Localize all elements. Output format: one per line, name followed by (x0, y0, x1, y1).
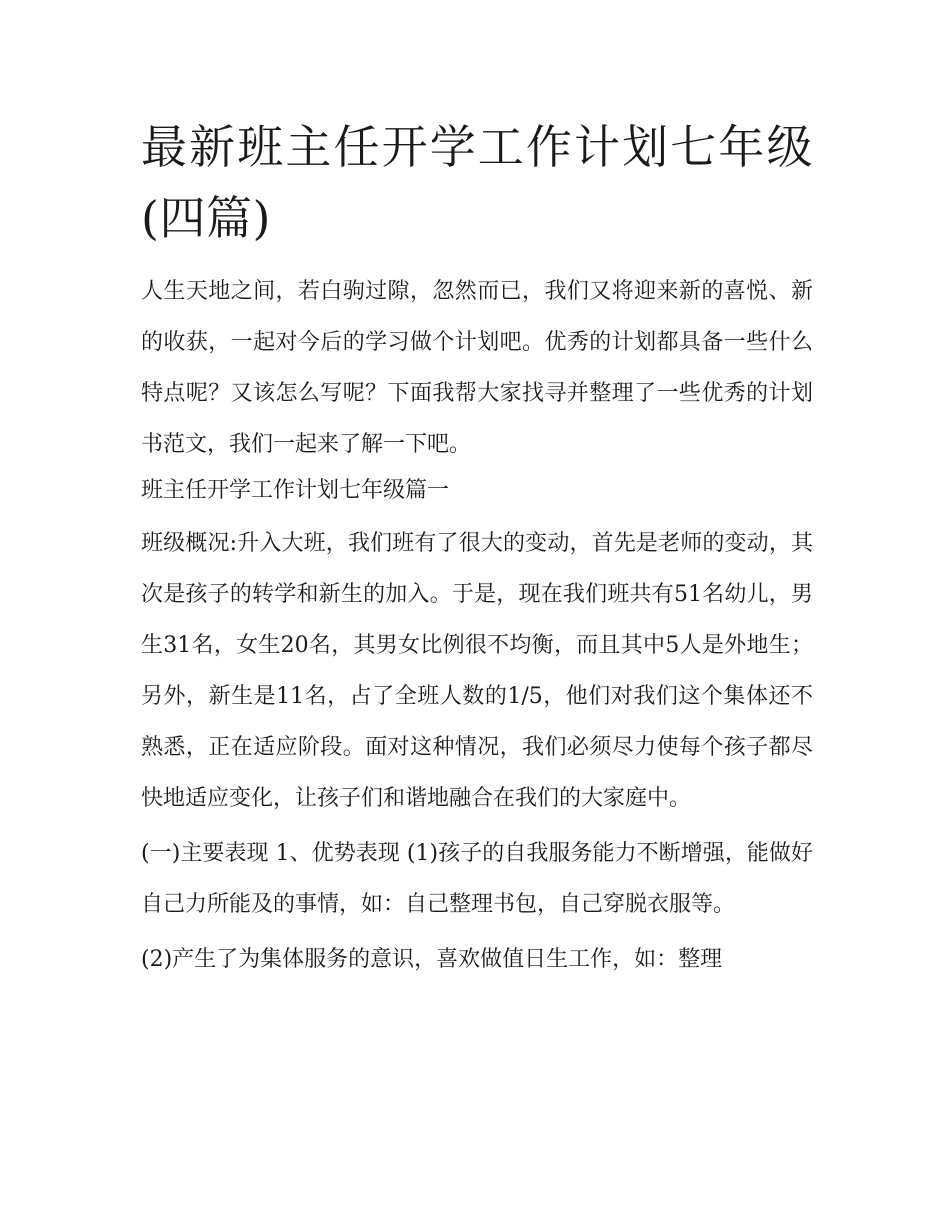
document-title: 最新班主任开学工作计划七年级(四篇) (141, 120, 813, 245)
body-paragraph-service: (2)产生了为集体服务的意识，喜欢做值日生工作，如：整理 (141, 947, 723, 972)
body-paragraph-strengths: (一)主要表现 1、优势表现 (1)孩子的自我服务能力不断增强，能做好自己力所能及的事情，如：自己整理书包，自己穿脱衣服等。 (141, 841, 813, 917)
intro-paragraph: 人生天地之间，若白驹过隙，忽然而已，我们又将迎来新的喜悦、新的收获，一起对今后的学习做个计划吧。优秀的计划都具备一些什么特点呢？又该怎么写呢？下面我帮大家找寻并整理了一些优秀的计划书范文，我们一起来了解一下吧。 (141, 279, 813, 457)
body-paragraph-class-overview: 班级概况:升入大班，我们班有了很大的变动，首先是老师的变动，其次是孩子的转学和新生的加入。于是，现在我们班共有51名幼儿，男生31名，女生20名，其男女比例很不均衡，而且其中5人是外地生；另外，新生是11名，占了全班人数的1/5，他们对我们这个集体还不熟悉，正在适应阶段。面对这种情况，我们必须尽力使每个孩子都尽快地适应变化，让孩子们和谐地融合在我们的大家庭中。 (141, 531, 813, 811)
document-page (141, 112, 813, 985)
section-heading: 班主任开学工作计划七年级篇一 (141, 478, 450, 503)
